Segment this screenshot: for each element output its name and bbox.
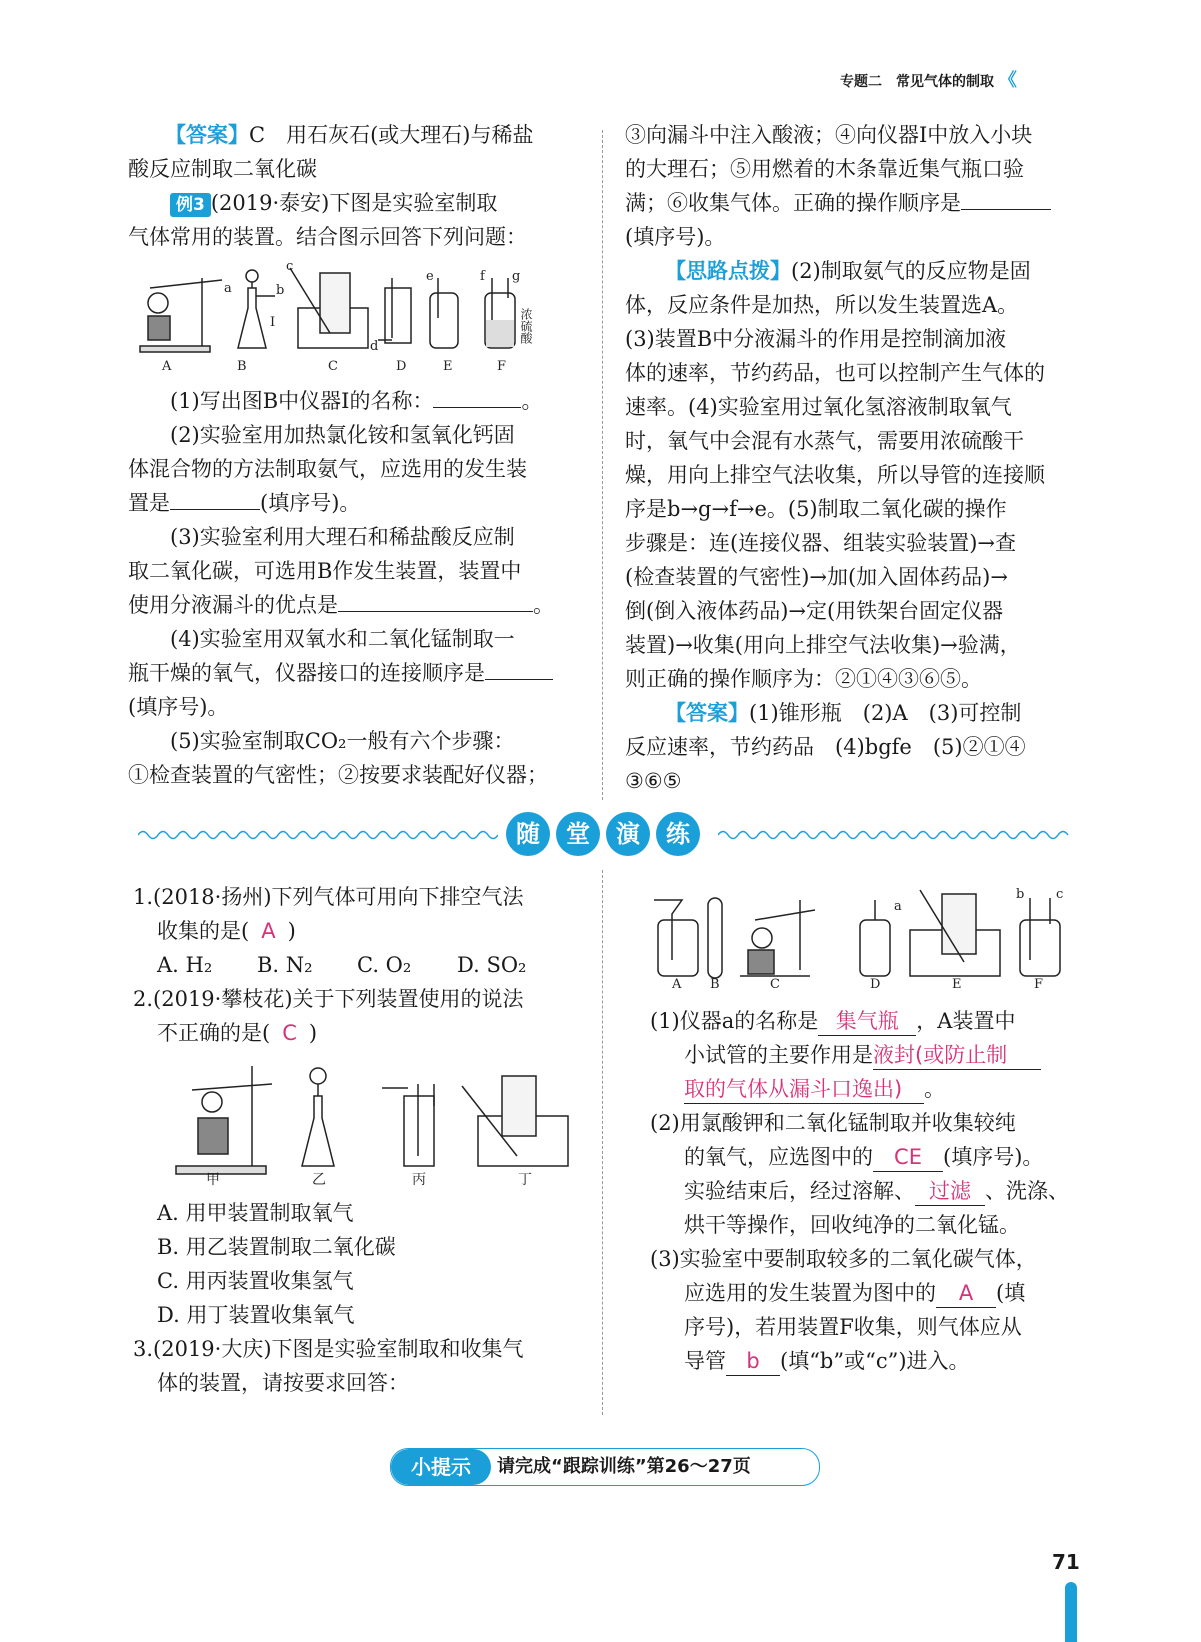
fig3-letter-a: a: [894, 899, 902, 914]
right-line-3-text: 满；⑥收集气体。正确的操作顺序是: [625, 191, 961, 215]
fig1-label-D: D: [396, 359, 407, 374]
fig1-letter-e: e: [426, 269, 434, 284]
section-char-4: 练: [656, 812, 700, 856]
page-number: 71: [1052, 1550, 1080, 1574]
answer-2-line-3: ③⑥⑤: [625, 769, 682, 793]
fig3-letter-c: c: [1056, 887, 1064, 902]
example-3-line-2: 气体常用的装置。结合图示回答下列问题：: [128, 225, 527, 249]
question-1-end: 。: [521, 389, 543, 413]
problem-2-close: ): [308, 1021, 318, 1045]
analysis-line-8: 序是b→g→f→e。(5)制取二氧化碳的操作: [625, 497, 1007, 521]
problem-3-2-line-3: [684, 1174, 1069, 1208]
problem-2-stem: 不正确的是(: [157, 1021, 271, 1045]
problem-2-answer: C: [282, 1021, 297, 1045]
analysis-line-10: (检查装置的气密性)→加(加入固体药品)→: [625, 565, 1008, 589]
question-5-blank[interactable]: [961, 187, 1051, 210]
problem-3-1-end: 。: [924, 1077, 945, 1101]
problem-2-option-c: C. 用丙装置收集氢气: [157, 1269, 354, 1293]
question-2-text: 置是: [128, 491, 170, 515]
problem-1-line-1: 1.(2018·扬州)下列气体可用向下排空气法: [133, 885, 524, 909]
question-4-line-2: [128, 656, 553, 690]
problem-2-option-d: D. 用丁装置收集氧气: [157, 1303, 355, 1327]
problem-3-3-line-1: (3)实验室中要制取较多的二氧化碳气体，: [650, 1247, 1037, 1271]
problem-3-3-line-2: [684, 1276, 1025, 1310]
question-4-line-3: (填序号)。: [128, 695, 229, 719]
question-5-line-1: (5)实验室制取CO₂一般有六个步骤：: [170, 729, 515, 753]
problem-3-line-1: 3.(2019·大庆)下图是实验室制取和收集气: [133, 1337, 524, 1361]
analysis-line-5: 速率。(4)实验室用过氧化氢溶液制取氧气: [625, 395, 1012, 419]
fig1-label-B: B: [237, 359, 247, 374]
fig3-letter-b: b: [1016, 887, 1025, 902]
problem-1-stem: 收集的是(: [157, 919, 250, 943]
header-arrow-icon: 《: [998, 70, 1017, 91]
problem-3-2-stem: 的氧气，应选图中的: [684, 1145, 873, 1169]
analysis-line-13: 则正确的操作顺序为：②①④③⑥⑤。: [625, 667, 982, 691]
apparatus-figure-1: [130, 258, 570, 376]
answer-line-1: [165, 118, 533, 152]
section-wave-left: [138, 828, 498, 842]
question-4-text: 瓶干燥的氧气，仪器接口的连接顺序是: [128, 661, 485, 685]
question-2-blank[interactable]: [170, 487, 260, 510]
answer-line-2: 酸反应制取二氧化碳: [128, 157, 317, 181]
question-1-line: [170, 384, 542, 418]
fig3-label-F: F: [1034, 977, 1044, 990]
problem-1-option-c: C. O₂: [357, 953, 412, 977]
problem-3-1-stem: (1)仪器a的名称是: [650, 1009, 819, 1033]
apparatus-figure-2: [172, 1056, 572, 1186]
analysis-line-11: 倒(倒入液体药品)→定(用铁架台固定仪器: [625, 599, 1004, 623]
problem-3-1-answer-2b: 取的气体从漏斗口逸出): [684, 1075, 924, 1104]
question-2-end: (填序号)。: [260, 491, 361, 515]
analysis-line-12: 装置)→收集(用向上排空气法收集)→验满，: [625, 633, 1021, 657]
problem-3-1-stem-end: ，A装置中: [916, 1009, 1016, 1033]
analysis-line-6: 时，氧气中会混有水蒸气，需要用浓硫酸干: [625, 429, 1024, 453]
analysis-line-7: 燥，用向上排空气法收集，所以导管的连接顺: [625, 463, 1045, 487]
problem-3-2-line-1: (2)用氯酸钾和二氧化锰制取并收集较纯: [650, 1111, 1016, 1135]
problem-2-line-1: 2.(2019·攀枝花)关于下列装置使用的说法: [133, 987, 524, 1011]
question-5-line-2: ①检查装置的气密性；②按要求装配好仪器；: [128, 763, 548, 787]
problem-3-3-answer: A: [936, 1279, 996, 1308]
question-3-blank[interactable]: [338, 589, 533, 612]
question-3-line-3: [128, 588, 554, 622]
fig1-letter-d: d: [370, 339, 379, 354]
question-1-blank[interactable]: [433, 385, 521, 408]
problem-3-1-line-3: [684, 1072, 945, 1106]
problem-3-3-line-4: [684, 1344, 970, 1378]
problem-3-2-stem-2-end: 、洗涤、: [985, 1179, 1069, 1203]
problem-3-1-line-2: [684, 1038, 1041, 1072]
problem-3-3-stem-2-end: (填“b”或“c”)进入。: [780, 1349, 970, 1373]
problem-3-1-answer-2a: 液封(或防止制: [873, 1041, 1041, 1070]
fig2-label-bing: 丙: [412, 1172, 426, 1186]
fig1-letter-I: I: [270, 315, 276, 330]
question-3-text: 使用分液漏斗的优点是: [128, 593, 338, 617]
question-2-line-1: (2)实验室用加热氯化铵和氢氧化钙固: [170, 423, 515, 447]
fig1-acid-label: 浓硫酸: [519, 308, 533, 344]
problem-1-option-d: D. SO₂: [457, 953, 527, 977]
analysis-tag: 【思路点拨】: [665, 258, 791, 283]
column-divider-bottom: [602, 870, 603, 1415]
problem-3-3-stem-end: (填: [996, 1281, 1026, 1305]
question-3-line-2: 取二氧化碳，可选用B作发生装置，装置中: [128, 559, 522, 583]
problem-3-2-stem-2: 实验结束后，经过溶解、: [684, 1179, 915, 1203]
answer-2-text: (1)锥形瓶 (2)A (3)可控制: [749, 701, 1022, 725]
problem-1-line-2: [157, 914, 296, 948]
answer-2-line-1: [665, 696, 1021, 730]
right-line-1: ③向漏斗中注入酸液；④向仪器Ⅰ中放入小块: [625, 123, 1033, 147]
problem-2-option-b: B. 用乙装置制取二氧化碳: [157, 1235, 396, 1259]
analysis-line-4: 体的速率，节约药品，也可以控制产生气体的: [625, 361, 1045, 385]
apparatus-figure-3: [650, 880, 1070, 990]
problem-3-1-answer: 集气瓶: [818, 1007, 916, 1036]
analysis-text-1: (2)制取氨气的反应物是固: [791, 259, 1031, 283]
fig3-label-A: A: [672, 977, 682, 990]
analysis-line-3: (3)装置B中分液漏斗的作用是控制滴加液: [625, 327, 1007, 351]
running-header: [840, 66, 1017, 92]
fig2-label-jia: 甲: [206, 1172, 220, 1186]
problem-3-2-line-4: 烘干等操作，回收纯净的二氧化锰。: [684, 1213, 1020, 1237]
problem-3-1-stem-2: 小试管的主要作用是: [684, 1043, 873, 1067]
right-line-2: 的大理石；⑤用燃着的木条靠近集气瓶口验: [625, 157, 1024, 181]
right-line-4: (填序号)。: [625, 225, 726, 249]
question-3-end: 。: [533, 593, 554, 617]
problem-3-line-2: 体的装置，请按要求回答：: [157, 1371, 409, 1395]
page-edge-tab: [1065, 1582, 1077, 1642]
problem-3-2-answer-2: 过滤: [915, 1177, 985, 1206]
section-wave-right: [718, 828, 1074, 842]
fig1-letter-f: f: [480, 269, 485, 284]
question-4-blank[interactable]: [485, 657, 553, 680]
answer-2-line-2: 反应速率，节约药品 (4)bgfe (5)②①④: [625, 735, 1026, 759]
question-4-line-1: (4)实验室用双氧水和二氧化锰制取一: [170, 627, 515, 651]
fig1-label-A: A: [162, 359, 172, 374]
question-3-line-1: (3)实验室利用大理石和稀盐酸反应制: [170, 525, 515, 549]
fig3-label-C: C: [770, 977, 780, 990]
problem-2-option-a: A. 用甲装置制取氧气: [157, 1201, 354, 1225]
problem-1-options: [157, 948, 526, 982]
answer-tag: 【答案】: [165, 122, 249, 147]
analysis-line-2: 体，反应条件是加热，所以发生装置选A。: [625, 293, 1019, 317]
problem-1-close: ): [287, 919, 296, 943]
problem-2-line-2: [157, 1016, 317, 1050]
fig1-label-F: F: [497, 359, 507, 374]
answer-text: C 用石灰石(或大理石)与稀盐: [249, 123, 534, 147]
section-char-3: 演: [606, 812, 650, 856]
tip-text: 请完成“跟踪训练”第26～27页: [497, 1456, 751, 1477]
fig1-label-C: C: [328, 359, 338, 374]
fig3-label-D: D: [870, 977, 881, 990]
fig1-letter-b: b: [276, 283, 285, 298]
problem-3-3-stem-2: 导管: [684, 1349, 726, 1373]
question-2-line-3: [128, 486, 360, 520]
example-3-line: [170, 186, 497, 220]
fig1-letter-g: g: [512, 269, 521, 284]
problem-1-option-a: A. H₂: [157, 953, 213, 977]
analysis-line-9: 步骤是：连(连接仪器、组装实验装置)→查: [625, 531, 1016, 555]
question-2-line-2: 体混合物的方法制取氨气，应选用的发生装: [128, 457, 527, 481]
problem-3-3-stem: 应选用的发生装置为图中的: [684, 1281, 936, 1305]
problem-3-2-line-2: [684, 1140, 1043, 1174]
fig2-label-ding: 丁: [518, 1172, 532, 1186]
fig1-letter-c: c: [286, 259, 294, 274]
fig1-label-E: E: [443, 359, 453, 374]
analysis-line-1: [665, 254, 1031, 288]
tip-box: [390, 1448, 820, 1486]
fig1-letter-a: a: [224, 281, 232, 296]
fig2-label-yi: 乙: [312, 1172, 326, 1186]
example-3-tag: 例3: [170, 193, 211, 217]
header-text: 专题二 常见气体的制取: [840, 74, 994, 90]
problem-3-1-line-1: [650, 1004, 1015, 1038]
problem-3-2-answer: CE: [873, 1143, 943, 1172]
right-line-3: [625, 186, 1051, 220]
fig3-label-B: B: [710, 977, 720, 990]
example-3-text: (2019·泰安)下图是实验室制取: [210, 191, 498, 215]
problem-3-2-stem-end: (填序号)。: [943, 1145, 1044, 1169]
problem-3-3-line-3: 序号)，若用装置F收集，则气体应从: [684, 1315, 1022, 1339]
tip-label: 小提示: [391, 1449, 491, 1485]
problem-1-option-b: B. N₂: [257, 953, 313, 977]
problem-1-answer: A: [261, 919, 276, 943]
section-char-2: 堂: [556, 812, 600, 856]
question-1-text: (1)写出图B中仪器Ⅰ的名称：: [170, 389, 434, 413]
problem-3-3-answer-2: b: [726, 1347, 780, 1376]
answer-2-tag: 【答案】: [665, 700, 749, 725]
fig3-label-E: E: [952, 977, 962, 990]
column-divider-top: [602, 130, 603, 800]
section-char-1: 随: [506, 812, 550, 856]
